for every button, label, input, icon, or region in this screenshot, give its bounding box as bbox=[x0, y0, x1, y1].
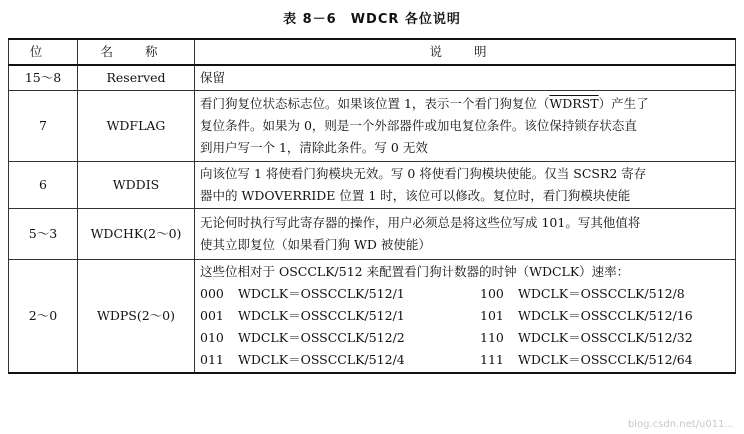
description-line: 器中的 WDOVERRIDE 位置 1 时，该位可以修改。复位时，看门狗模块使能 bbox=[200, 188, 631, 203]
table-row bbox=[9, 260, 736, 374]
config-code: 111 bbox=[480, 352, 504, 367]
config-item bbox=[200, 305, 480, 327]
config-item bbox=[200, 327, 480, 349]
watermark-text: blog.csdn.net/u011... bbox=[627, 419, 734, 430]
config-code: 100 bbox=[480, 286, 504, 301]
config-code: 101 bbox=[480, 308, 504, 323]
config-code: 000 bbox=[200, 286, 224, 301]
name-cell: WDDIS bbox=[78, 162, 195, 209]
table-row bbox=[9, 91, 736, 162]
description-line: 复位条件。如果为 0，则是一个外部器件或加电复位条件。该位保持锁存状态直 bbox=[200, 118, 637, 133]
table-row bbox=[9, 65, 736, 91]
config-item bbox=[480, 305, 730, 327]
name-cell: WDPS(2～0) bbox=[78, 260, 195, 374]
description-cell bbox=[195, 65, 736, 91]
description-cell bbox=[195, 260, 736, 374]
description-line: 保留 bbox=[200, 70, 226, 85]
prescaler-config-list bbox=[200, 283, 730, 371]
bit-cell: 7 bbox=[9, 91, 78, 162]
config-code: 110 bbox=[480, 330, 504, 345]
config-formula: WDCLK＝OSSCCLK/512/32 bbox=[518, 330, 693, 345]
config-formula: WDCLK＝OSSCCLK/512/4 bbox=[238, 352, 405, 367]
config-code: 001 bbox=[200, 308, 224, 323]
name-cell: Reserved bbox=[78, 65, 195, 91]
header-bit: 位 bbox=[9, 39, 78, 65]
config-code: 011 bbox=[200, 352, 224, 367]
description-line: 无论何时执行写此寄存器的操作，用户必须总是将这些位写成 101。写其他值将 bbox=[200, 215, 641, 230]
config-item bbox=[480, 327, 730, 349]
config-formula: WDCLK＝OSSCCLK/512/1 bbox=[238, 308, 405, 323]
config-formula: WDCLK＝OSSCCLK/512/1 bbox=[238, 286, 405, 301]
description-cell bbox=[195, 162, 736, 209]
table-row bbox=[9, 209, 736, 260]
config-code: 010 bbox=[200, 330, 224, 345]
bit-cell: 6 bbox=[9, 162, 78, 209]
bit-cell: 5～3 bbox=[9, 209, 78, 260]
description-cell bbox=[195, 91, 736, 162]
config-formula: WDCLK＝OSSCCLK/512/8 bbox=[518, 286, 685, 301]
description-cell bbox=[195, 209, 736, 260]
table-row bbox=[9, 162, 736, 209]
wdrst-signal-text: WDRST bbox=[549, 96, 599, 111]
config-formula: WDCLK＝OSSCCLK/512/16 bbox=[518, 308, 693, 323]
bit-cell: 15～8 bbox=[9, 65, 78, 91]
description-line: 到用户写一个 1，清除此条件。写 0 无效 bbox=[200, 140, 428, 155]
config-item bbox=[200, 349, 480, 371]
config-item bbox=[480, 283, 730, 305]
wdcr-bit-table bbox=[8, 38, 736, 374]
table-caption: 表 8－6 WDCR 各位说明 bbox=[283, 12, 461, 27]
header-name: 名 称 bbox=[78, 39, 195, 65]
header-description: 说 明 bbox=[195, 39, 736, 65]
description-line: 使其立即复位（如果看门狗 WD 被使能） bbox=[200, 237, 431, 252]
config-item bbox=[200, 283, 480, 305]
config-formula: WDCLK＝OSSCCLK/512/64 bbox=[518, 352, 693, 367]
name-cell: WDCHK(2～0) bbox=[78, 209, 195, 260]
name-cell: WDFLAG bbox=[78, 91, 195, 162]
description-text: 看门狗复位状态标志位。如果该位置 1，表示一个看门狗复位（ bbox=[200, 96, 550, 111]
bit-cell: 2～0 bbox=[9, 260, 78, 374]
description-line: 向该位写 1 将使看门狗模块无效。写 0 将使看门狗模块使能。仅当 SCSR2 寄存 bbox=[200, 166, 647, 181]
config-formula: WDCLK＝OSSCCLK/512/2 bbox=[238, 330, 405, 345]
description-text: ）产生了 bbox=[598, 96, 649, 111]
description-line bbox=[200, 93, 730, 115]
description-line: 这些位相对于 OSCCLK/512 来配置看门狗计数器的时钟（WDCLK）速率： bbox=[200, 264, 630, 279]
table-header-row bbox=[9, 39, 736, 65]
config-item bbox=[480, 349, 730, 371]
